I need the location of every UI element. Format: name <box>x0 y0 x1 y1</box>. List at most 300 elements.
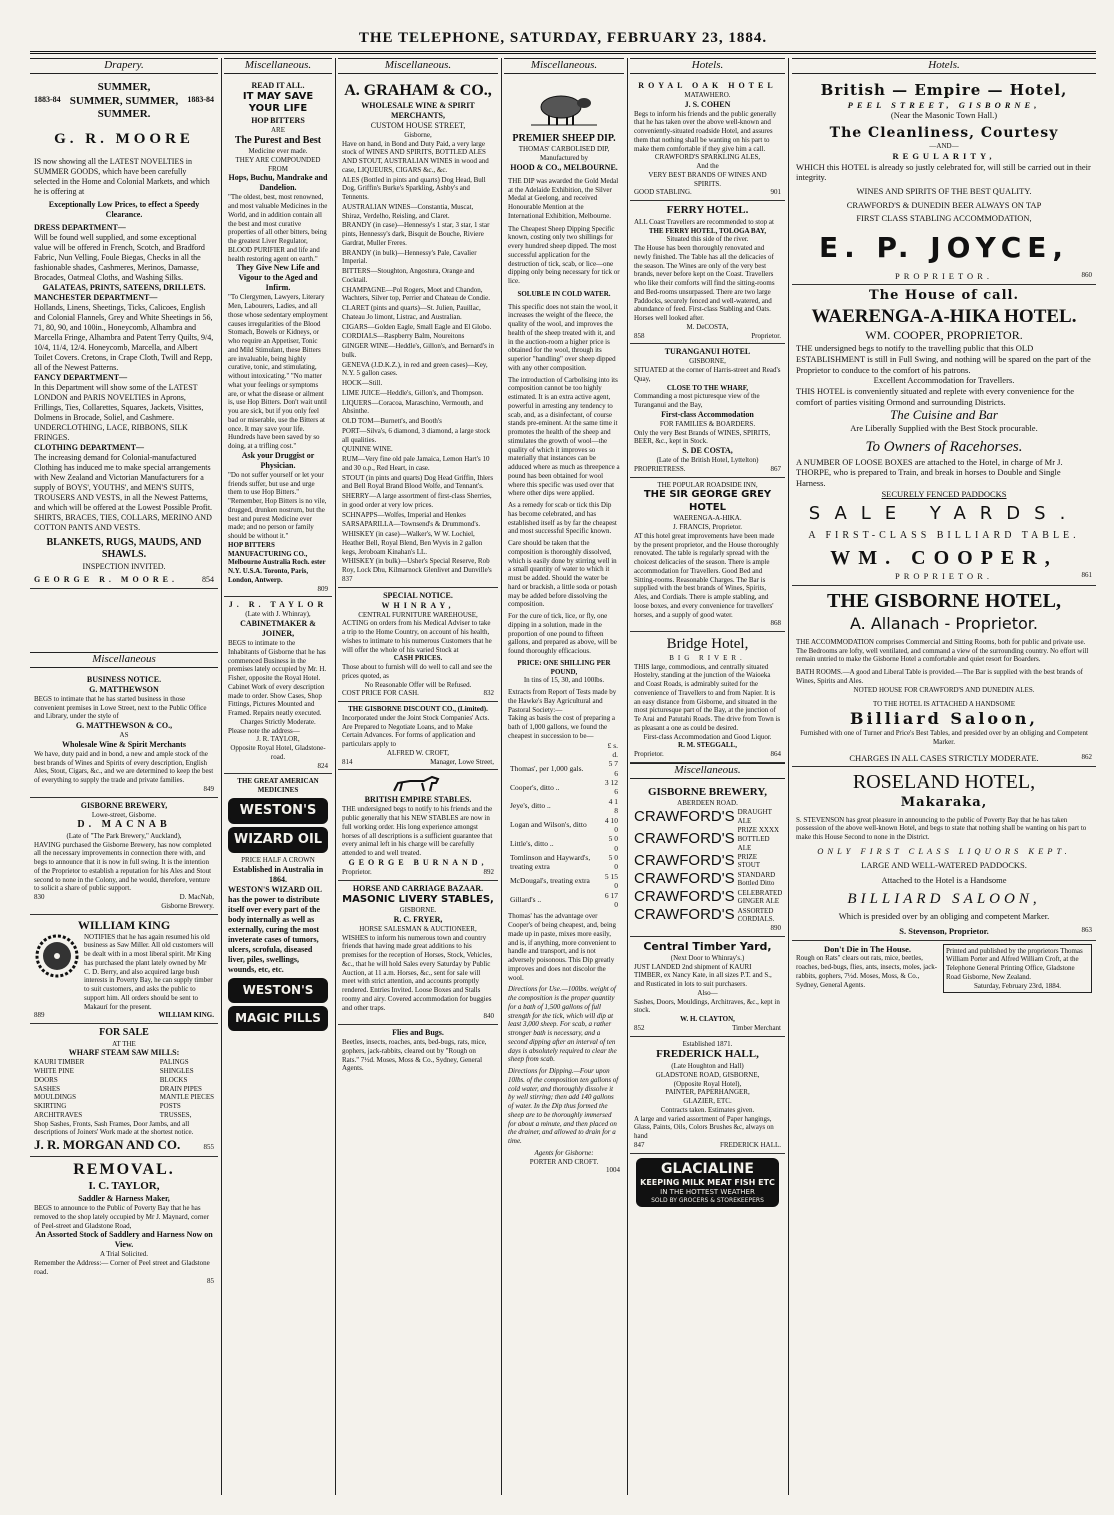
agr-item: SCHNAPPS—Wolfes, Imperial and Henkes <box>342 510 466 519</box>
column-rule <box>335 58 336 1495</box>
beh-addr: PEEL STREET, GISBORNE, <box>847 99 1041 110</box>
cty-role: Timber Merchant <box>732 1023 781 1032</box>
glacialine-ad <box>636 1158 779 1208</box>
fs-mill: WHARF STEAM SAW MILLS: <box>68 1048 180 1058</box>
dont-text: Rough on Rats" clears out rats, mice, beetles, roaches, bed-bugs, flies, ants, insects, moles, jack-rabbits, gophers, 7½d. Moses, Moss, & Co., Sydney, General Agents. <box>796 954 938 989</box>
gh-noted: NOTED HOUSE FOR CRAWFORD'S AND DUNEDIN ALES. <box>853 685 1035 694</box>
table-row <box>508 778 620 797</box>
hcb-name: HORSE AND CARRIAGE BAZAAR. <box>352 883 484 893</box>
fs-lists <box>34 1058 214 1119</box>
fr-opp: (Opposite Royal Hotel), <box>673 1079 742 1088</box>
waerenga-ad <box>792 285 1096 586</box>
fr-contracts: Contracts taken. Estimates given. <box>660 1105 755 1114</box>
bes-row <box>342 868 494 877</box>
crawford-brand: CRAWFORD'S <box>634 888 735 906</box>
jrt-name: J. R. TAYLOR <box>228 600 328 610</box>
ad-number: 855 <box>203 1143 214 1151</box>
hb-read: READ IT ALL. <box>251 80 305 90</box>
flies-text: Beetles, insects, roaches, ants, bed-bugs, rats, mice, gophers, jack-rabbits, cleared out by "Rough on Rats." 7½d. Moses, Moss & Co., Sydney, General Agents. <box>342 1038 487 1073</box>
gisborne-hotel-ad <box>792 586 1096 767</box>
sale-item: POSTS <box>159 1102 181 1110</box>
column-rule <box>501 58 502 1495</box>
th-town: GISBORNE, <box>689 357 726 366</box>
roh-and: And the <box>696 162 719 170</box>
roh-row <box>634 188 781 197</box>
cuisine2: Are Liberally Supplied with the Best Stock procurable. <box>850 423 1038 434</box>
ad-number: 854 <box>202 574 214 584</box>
column-misc-4 <box>504 58 624 1495</box>
agr-name: A. GRAHAM & CO., <box>344 81 492 99</box>
timber-yard-ad <box>630 937 785 1037</box>
sale-item: SKIRTING <box>34 1102 67 1110</box>
fh-row <box>634 332 781 341</box>
sheep-icon <box>529 87 599 127</box>
ferry-ad <box>630 201 785 344</box>
bes-sign: GEORGE BURNAND, <box>348 857 488 867</box>
moore-sign-row <box>34 575 214 585</box>
rh-name: ROSELAND HOTEL, <box>852 771 1036 794</box>
gh-text: THE ACCOMMODATION comprises Commercial and Sitting Rooms, both for public and private use. The Bedrooms are lofty, well ventilated, and command a view of the surrounding country. No effort will remain untried to make the Gisborne Hotel a comfortable and quiet resort for Boarders. <box>796 637 1089 664</box>
sale-item: MANTLE PIECES <box>159 1093 214 1102</box>
gb-row <box>34 893 214 902</box>
cty-name: Central Timber Yard, <box>643 940 772 953</box>
wah-name: WAERENGA-A-HIKA HOTEL. <box>811 305 1077 327</box>
gdc-role: Manager, Lowe Street, <box>430 757 494 766</box>
fr-trade2: GLAZIER, ETC. <box>683 1097 732 1105</box>
cty-text2: Sashes, Doors, Mouldings, Architraves, &c., kept in stock. <box>634 997 780 1015</box>
gl-sold: SOLD BY GROCERS & STOREKEEPERS <box>651 1196 764 1204</box>
sgg-owner: J. FRANCIS, Proprietor. <box>672 523 743 531</box>
fh-name: FERRY HOTEL. <box>666 204 749 216</box>
agr-item: SARSAPARILLA—Townsend's & Drummond's. <box>342 520 481 529</box>
rh-att: Attached to the Hotel is a Handsome <box>881 875 1007 885</box>
section-header: Hotels. <box>792 58 1096 74</box>
agr-item: CHAMPAGNE—Pol Rogers, Moet and Chandon, Wachters, Silver top, Perrier and Chateau de Condie. <box>342 285 490 303</box>
th-sign: S. DE COSTA, <box>682 446 733 455</box>
crawford-product: DRAUGHT ALE <box>737 808 772 825</box>
beh-near: (Near the Masonic Town Hall.) <box>890 110 998 121</box>
cost-label: Cooper's, ditto .. <box>510 782 560 792</box>
crawford-product: STANDARD Bottled Ditto <box>737 870 776 888</box>
crawford-brand: CRAWFORD'S <box>634 852 735 870</box>
gb-sub: Lowe-street, Gisborne. <box>91 810 157 819</box>
ad-number: 901 <box>770 188 781 197</box>
table-row <box>508 853 620 872</box>
fr-trade: PAINTER, PAPERHANGER, <box>665 1088 750 1097</box>
jrt-sign: J. R. TAYLOR, <box>256 735 300 744</box>
fh-text: ALL Coast Travellers are recommended to stop at <box>634 217 774 226</box>
cost-value: 3 12 6 <box>604 778 618 797</box>
hb-ingred: Hops, Buchu, Mandrake and Dandelion. <box>228 173 328 193</box>
hb-are: ARE <box>271 125 285 134</box>
ad-number: 892 <box>483 867 494 876</box>
joyce-prop: PROPRIETOR. <box>895 270 993 281</box>
ad-number: 858 <box>634 331 645 340</box>
imprint <box>943 944 1092 994</box>
fh-place: THE FERRY HOTEL, TOLOGA BAY, <box>648 226 767 235</box>
cty-sign: W. H. CLAYTON, <box>680 1015 735 1023</box>
roh-name: ROYAL OAK HOTEL <box>638 80 777 90</box>
inspection-line: INSPECTION INVITED. <box>82 561 166 571</box>
gh-bath: BATH ROOMS.—A good and Liberal Table is provided.—The Bar is supplied with the best brands of Wines, Spirits and Ales. <box>796 668 1083 685</box>
hb-mfg: HOP BITTERS MANUFACTURING CO., Melbourne Australia Roch. ester N.Y. U.S.A. Toronto, Paris, London, Antwerp. <box>228 540 326 584</box>
jrt-late: (Late with J. Whinray), <box>245 610 311 619</box>
dip-hood: HOOD & CO., MELBOURNE. <box>510 162 618 172</box>
cty-row <box>634 1024 781 1033</box>
agr-trade: WHOLESALE WINE & SPIRIT MERCHANTS, <box>361 100 475 120</box>
sheep-dip-ad <box>504 78 624 1178</box>
crawford-product: PRIZE STOUT <box>737 852 761 870</box>
roh-town: MATAWHERO. <box>684 90 731 99</box>
wz-pills1: WESTON'S <box>228 978 328 1003</box>
fr-addr: GLADSTONE ROAD, GISBORNE, <box>655 1070 760 1079</box>
column-misc-2 <box>224 58 332 1495</box>
cost-label: Tomlinson and Hayward's, treating extra <box>510 853 591 872</box>
gh-row <box>796 753 1092 764</box>
cost-header-row <box>508 741 620 760</box>
ad-number: 809 <box>317 584 328 593</box>
agr-items <box>342 176 494 584</box>
wh-text: ACTING on orders from his Medical Adviser to take a trip to the Home Country, on account of his health, wishes to intimate to his numerous Customers that he will offer the whole of his varied Stock at <box>342 619 492 654</box>
bh-town: BIG RIVER. <box>669 653 746 662</box>
fs-right <box>160 1058 214 1119</box>
agr-item: GINGER WINE—Heddle's, Gillon's, and Bernard's in bulk. <box>342 342 494 359</box>
fh-role: Proprietor. <box>751 331 781 340</box>
dip-pc: PORTER AND CROFT. <box>529 1157 599 1166</box>
section-header: Miscellaneous. <box>338 58 498 74</box>
ict-stock: An Assorted Stock of Saddlery and Harness Now on View. <box>35 1230 213 1250</box>
bh-sign: R. M. STEGGALL, <box>678 741 737 750</box>
intro-emphasis: Exceptionally Low Prices, to effect a Speedy Clearance. <box>48 199 200 219</box>
gb-late: (Late of "The Park Brewery," Auckland), <box>66 831 182 840</box>
cuisine: The Cuisine and Bar <box>890 407 998 423</box>
gbrew-name: GISBORNE BREWERY, <box>647 785 768 798</box>
ad-number: 864 <box>770 750 781 758</box>
hb-save: IT MAY SAVE YOUR LIFE <box>242 90 314 115</box>
fs-left <box>34 1058 84 1119</box>
mls-town: GISBORNE. <box>399 906 437 914</box>
fr-est: Established 1871. <box>682 1039 733 1048</box>
wz-pills2: MAGIC PILLS <box>228 1006 328 1031</box>
agr-item: STOUT (in pints and quarts) Dog Head Griffin, Ihlers and Bell Royal Brand Blood Wolfe, and Tennant's. <box>342 473 494 491</box>
fr-row <box>634 1141 781 1150</box>
section-header: Miscellaneous. <box>630 763 785 779</box>
wk-text: NOTIFIES that he has again resumed his old business as Saw Miller. All old customers will be dealt with in a most liberal spirit. Mr King has purchased the plant lately owned by Mr C. D. Berry, and also acquired large bush interests in Poverty Bay, he can supply timber to suit customers, and asks the public to support him. All orders should be sent to Makaurí for the present. <box>84 932 214 1011</box>
cost-value: 4 10 0 <box>604 815 618 834</box>
dip-soluble: SOLUBLE IN COLD WATER. <box>517 289 611 298</box>
ict-trade: Saddler & Harness Maker, <box>78 1194 170 1203</box>
gl-keeping: KEEPING MILK MEAT FISH ETC <box>640 1178 775 1187</box>
dept-heading: DRESS DEPARTMENT— <box>34 222 126 232</box>
cost-header-blank <box>508 741 602 760</box>
bh-acc: First-class Accommodation and Good Liquor. <box>643 732 772 741</box>
ad-number: 85 <box>207 1276 214 1285</box>
dept-text: Hollands, Linens, Sheetings, Ticks, Calicoes, English and Colonial Flannels, Grey and White Sheetings in 56, 71, 80, 90, and 100in., Honeycomb, Alhambra and Marcella Fringe, Alhambra and Patent Terry Quilts, 9/4, 10/4, 11/4, 12/4. Honeycomb, Marcella, and Albert Toilet Covers. Cretons, in Crape Cloth, Twill and Repp, all of the Newest Patterns. <box>34 302 214 372</box>
roh-brands: VERY BEST BRANDS OF WINES AND SPIRITS. <box>648 170 767 188</box>
hb-text: "The oldest, best, most renowned, and most valuable Medicines in the World, and in addition contain all the best and most curative properties of all other bitters, being the greatest Liver Regulator, BLOOD PURIFIER and life and health restoring agent on earth." <box>228 193 328 263</box>
wah-text2: THIS HOTEL is conveniently situated and replete with every convenience for the comfort of parties visiting Ormond and surrounding Districts. <box>796 385 1074 407</box>
gb-sign: D. MacNab, <box>179 893 214 901</box>
ad-number: 849 <box>203 784 214 793</box>
dept-heading: CLOTHING DEPARTMENT— <box>34 442 145 452</box>
wz-price: PRICE HALF A CROWN <box>241 856 315 865</box>
column-hotels-6 <box>792 58 1096 1495</box>
masthead: THE TELEPHONE, SATURDAY, FEBRUARY 23, 1884. <box>30 30 1096 54</box>
sale-yards: SALE YARDS. <box>808 503 1080 525</box>
gb-title: GISBORNE BREWERY, <box>80 800 168 810</box>
agr-item: HOCK—Still. <box>342 379 383 387</box>
crawfords-list <box>634 808 781 924</box>
jrm-row <box>34 1137 214 1153</box>
british-empire-ad <box>792 78 1096 286</box>
cost-label: Little's, ditto .. <box>510 838 554 848</box>
bn-title: BUSINESS NOTICE. <box>86 674 162 684</box>
agr-street: CUSTOM HOUSE STREET, <box>370 120 466 130</box>
imprint-date: Saturday, February 23rd, 1884. <box>973 981 1062 990</box>
bh-row <box>634 750 781 759</box>
bn-text: BEGS to intimate that he has started business in those convenient premises in Lowe Street, next to the Public Office and Library, under the style of <box>34 694 207 721</box>
agr-item: CIGARS—Golden Eagle, Small Eagle and El Globo. <box>342 322 492 331</box>
gh-name: THE GISBORNE HOTEL, <box>827 589 1061 612</box>
table-row <box>508 759 620 778</box>
section-header: Miscellaneous. <box>224 58 332 74</box>
th-acc2: FOR FAMILIES & BOARDERS. <box>659 419 756 428</box>
gh-attached: TO THE HOTEL IS ATTACHED A HANDSOME <box>872 700 1016 709</box>
wah-excellent: Excellent Accommodation for Travellers. <box>873 375 1015 386</box>
frederick-hall-ad <box>630 1037 785 1154</box>
sawblade-icon <box>34 933 80 979</box>
dip-extract: Extracts from Report of Tests made by the Hawke's Bay Agricultural and Pastoral Society:— <box>508 688 617 714</box>
dont-die-ad <box>796 944 939 994</box>
agr-item: BITTERS—Stoughton, Angostura, Orange and Cocktail. <box>342 267 475 284</box>
wh-notice: SPECIAL NOTICE. <box>383 590 453 600</box>
agr-item: WHISKEY (in bulk)—Usher's Special Reserve, Rob Roy, Lock Dhu, Kilmarnock Glenlivet and Dunville's 837 <box>342 557 492 583</box>
moore-signature: GEORGE R. MOORE. <box>34 574 179 584</box>
intro-text: IS now showing all the LATEST NOVELTIES in SUMMER GOODS, which have been carefully selected in the Home and Colonial Markets, and which he is offering at <box>34 156 210 196</box>
ad-number: 861 <box>1081 571 1092 580</box>
wh-text2: Those about to furnish will do well to call and see the prices quoted, as <box>342 663 493 680</box>
roseland-ad <box>792 767 1096 940</box>
jrt-text: BEGS to intimate to the Inhabitants of Gisborne that he has commenced Business in the premises lately occupied by Mr. H. Fisher, opposite the Royal Hotel. Cabinet Work of every description made to order. Show Cases, Shop Fittings, Pictures Mounted and Framed. Repairs neatly executed. <box>228 639 327 717</box>
dip-dir: Directions for Use.—100lbs. weight of the composition is the proper quantity for a bath of 1,500 gallons of full strength for the tick, which will dip at least 3,000 sheep. For scab, a rather stronger bath is necessary, and a second dipping after an interval of ten days is absolutely required to clear the sheep from scab. <box>508 985 617 1064</box>
wz-oil: WIZARD OIL <box>228 827 328 853</box>
gdc-text: Incorporated under the Joint Stock Companies' Acts. <box>342 713 490 722</box>
summer-line2: SUMMER, SUMMER, <box>69 94 179 107</box>
fr-late: (Late Houghton and Hall) <box>671 1062 744 1070</box>
fr-name: FREDERICK HALL, <box>656 1048 759 1061</box>
bh-name: Bridge Hotel, <box>666 636 749 652</box>
roh-ales: CRAWFORD'S SPARKLING ALES, <box>654 153 761 162</box>
fs-at: AT THE <box>112 1039 136 1048</box>
gh-owner: A. Allanach - Proprietor. <box>850 613 1038 633</box>
dept-text: In this Department will show some of the LATEST LONDON and PARIS NOVELTIES in Aprons, Frillings, Ties, Collarettes, Squares, Jackets, Visittes, Dolmens in Brocade, Soliel, and Cashmere. UNDERCLOTHING, LACE, RIBBONS, SILK FRINGES. <box>34 382 204 442</box>
gl-weather: IN THE HOTTEST WEATHER <box>660 1188 755 1196</box>
sale-item: MOULDINGS <box>34 1093 76 1102</box>
agr-item: SHERRY—A large assortment of first-class Sherries, in good order at very low prices. <box>342 492 492 509</box>
ict-name: I. C. TAYLOR, <box>88 1180 160 1193</box>
rh-sign: S. Stevenson, Proprietor. <box>899 926 989 936</box>
wh-row <box>342 689 494 698</box>
column-hotels-5 <box>630 58 785 1495</box>
cty-also: Also— <box>697 988 718 997</box>
agr-item: PORT—Silva's, 6 diamond, 3 diamond, a large stock all qualities. <box>342 426 491 444</box>
fh-text2: The House has been thoroughly renovated and newly finished. The Table has all the delicacies of the season. The Wines are only of the very best brands, never before kept on the Coast. Travellers who like their comforts will find the sitting-rooms and Bed-rooms unsurpassed. There are two large Paddocks, securely fenced and well-watered, and abundance of feed. First-class Stabling and Oats. Horses well looked after. <box>634 244 775 322</box>
th-late: (Late of the British Hotel, Lyttelton) <box>656 456 759 464</box>
discount-ad <box>338 702 498 770</box>
fr-sign: FREDERICK HALL. <box>719 1140 781 1149</box>
wmc-row <box>796 571 1092 582</box>
footer-row <box>792 941 1096 997</box>
and-line: —AND— <box>929 142 959 151</box>
gdc-text2: Are Prepared to Negotiate Loans, and to Make Certain Advances. For forms of application and particulars apply to <box>342 722 476 748</box>
mls-name: MASONIC LIVERY STABLES, <box>342 893 494 905</box>
ad-number: 847 <box>634 1140 645 1149</box>
paddocks: SECURELY FENCED PADDOCKS <box>881 488 1007 499</box>
wah-owner: WM. COOPER, PROPRIETOR. <box>865 328 1023 343</box>
roh-owner: J. S. COHEN <box>684 99 731 109</box>
flies-title: Flies and Bugs. <box>392 1028 444 1037</box>
fs-title: FOR SALE <box>99 1027 149 1038</box>
bridge-hotel-ad <box>630 632 785 763</box>
th-row <box>634 465 781 474</box>
jrt-trade: CABINETMAKER & JOINER, <box>240 619 316 638</box>
beh-wines: WINES AND SPIRITS OF THE BEST QUALITY. <box>856 185 1032 196</box>
dip-award: THE DIP was awarded the Gold Medal at the Adelaide Exhibition, the Silver Medal at Geelong, and received Honourable Mention at the International Exhibition, Melbourne. <box>508 176 619 220</box>
table-row <box>508 872 620 891</box>
rh-row <box>796 926 1092 937</box>
ad-number: 852 <box>634 1023 645 1032</box>
ad-number: 867 <box>770 464 781 473</box>
column-misc-1b <box>30 652 218 1495</box>
dont-title: Don't Die in The House. <box>824 943 911 954</box>
beh-stabling: FIRST CLASS STABLING ACCOMMODATION, <box>856 213 1032 224</box>
ad-number: 868 <box>770 619 781 628</box>
crawford-brand: CRAWFORD'S <box>634 830 735 848</box>
crawford-row <box>634 906 781 924</box>
sale-item: KAURI TIMBER <box>34 1058 85 1067</box>
wmc-name: WM. COOPER, <box>830 547 1058 570</box>
jrt-addr: Opposite Royal Hotel, Gladstone-road. <box>230 744 326 761</box>
hb-text3: "Do not suffer yourself or let your friends suffer, but use and urge them to use Hop Bitters." "Remember, Hop Bitters is no vile, drugged, drunken nostrum, but the best and purest Medicine ever made; and no person or family should be without it." <box>228 470 327 540</box>
mls-text: WISHES to inform his numerous town and country friends that having made great additions to his premises for the reception of Horses, Stock, Vehicles, &c., that he will hold Sales every Saturday by Public Auction, at 11 a.m. Horses, &c., sent for sale will meet with strict attention, and accounts promptly rendered. Entries Invited. Loose Boxes and Stalls roomy and airy. Covered accommodation for buggies and other traps. <box>342 933 492 1012</box>
dip-carbol: The introduction of Carbolising into its composition cannot be too highly estimated. It is an extra active agent, powerful in arresting any tendency to scab, and, as a disinfectant, of course stands pre-eminent. At the same time it promotes the health of the sheep and stimulates the growth of wool—the quality of which it improves so materially that instances can be adduced where as much as threepence a pound has been obtained for wool where this specific was used over that where other dips were applied. <box>508 375 620 498</box>
section-header: Miscellaneous. <box>504 58 624 74</box>
turanganui-ad <box>630 344 785 477</box>
sale-item: ARCHITRAVES <box>34 1110 83 1119</box>
roh-stab: GOOD STABLING. <box>634 188 692 197</box>
hoc-line: The House of call. <box>869 288 1019 304</box>
fryer-ad <box>338 881 498 1026</box>
column-rule <box>627 58 628 1495</box>
gh-furn: Furnished with one of Turner and Price's Best Tables, and presided over by an obliging and Competent Marker. <box>800 729 1088 746</box>
dip-dir2: Directions for Dipping.—Four upon 10lbs. of the composition ten gallons of cold water, and thoroughly dissolve it by well stirring; then add 140 gallons of water. In the Dip thus formed the sheep are to be thoroughly immersed for about a minute, and then placed on the drainer, and allowed to drain for a time. <box>508 1067 619 1145</box>
agr-item: OLD TOM—Burnett's, and Booth's <box>342 417 442 425</box>
wz-est: Established in Australia in 1864. <box>232 865 324 884</box>
removal-title: REMOVAL. <box>73 1161 175 1179</box>
beh-text: WHICH this HOTEL is already so justly celebrated for, will still be carried out in their integrity. <box>796 161 1091 183</box>
wmc-prop: PROPRIETOR. <box>895 571 993 582</box>
dip-title: PREMIER SHEEP DIP. <box>512 132 616 144</box>
fh-sign: M. DeCOSTA, <box>686 322 729 331</box>
sale-item: BLOCKS <box>159 1075 188 1084</box>
rh-bs: BILLIARD SALOON, <box>847 890 1041 907</box>
crawford-row <box>634 826 781 852</box>
cost-value: 5 0 0 <box>608 853 618 872</box>
gdc-sign: ALFRED W. CROFT, <box>386 748 450 757</box>
agr-item: BRANDY (in bulk)—Hennessy's Pale, Cavalier Imperial. <box>342 248 477 266</box>
table-row <box>508 797 620 816</box>
agr-town: Gisborne, <box>404 130 432 139</box>
cost-label: Thomas', per 1,000 gals. <box>510 763 584 773</box>
wk-title: WILLIAM KING <box>77 917 171 932</box>
ict-text: BEGS to announce to the Public of Poverty Bay that he has removed to the shop lately occupied by Mr J. Maynard, corner of Peel-street and Gladstone Road, <box>34 1204 209 1230</box>
rh-padd: LARGE AND WELL-WATERED PADDOCKS. <box>861 860 1027 871</box>
section-header: Miscellaneous <box>30 652 218 668</box>
sale-item: SASHES <box>34 1084 61 1093</box>
agr-item: AUSTRALIAN WINES—Constantia, Muscat, Shiraz, Verdelho, Reisling, and Claret. <box>342 202 474 220</box>
agr-item: CLARET (pints and quarts)—St. Julien, Pauillac, Chateau Jo limont, Listrac, and Australian. <box>342 304 481 321</box>
table-row <box>508 834 620 853</box>
agr-item: CORDIALS—Raspberry Balm, Noureitons <box>342 332 465 341</box>
wizard-oil-ad <box>224 774 332 1037</box>
bn-name: G. MATTHEWSON <box>89 684 159 694</box>
dip-extract2: Taking as basis the cost of preparing a bath of 1,000 gallons, we found the cheapest in succession to be— <box>508 714 616 740</box>
hb-medicine: Medicine ever made. <box>248 147 308 155</box>
fh-sit: Situated this side of the river. <box>666 235 749 244</box>
crawford-brand: CRAWFORD'S <box>634 808 735 825</box>
sale-item: DRAIN PIPES <box>159 1084 202 1093</box>
ad-number: 862 <box>1081 752 1092 761</box>
wk-body <box>34 933 214 1012</box>
agr-item: LIME JUICE—Heddle's, Gillon's, and Thompson. <box>342 388 484 397</box>
ad-number: 860 <box>1081 270 1092 279</box>
table-row <box>508 816 620 835</box>
bn-as: AS <box>119 731 129 739</box>
th-acc: First-class Accommodation <box>661 409 754 419</box>
bn-trade: Wholesale Wine & Spirit Merchants <box>62 739 186 749</box>
joyce-row <box>796 271 1092 282</box>
gdc-row <box>342 758 494 767</box>
flies-ad <box>338 1025 498 1076</box>
dip-care: Care should be taken that the composition is thoroughly dissolved, which is easily done by stirring well in a small quantity of water to which it must be added. Should the water be hard or brackish, a little soda or potash may be added before dissolving the composition. <box>508 539 617 609</box>
ict-trial: A Trial Solicited. <box>99 1250 149 1259</box>
sale-item: WHITE PINE <box>34 1067 74 1075</box>
ad-number: 824 <box>317 761 328 770</box>
cost-value: 6 17 0 <box>604 890 618 909</box>
dip-cure: For the cure of tick, lice, or fly, one dipping in a solution, made in the proportion of one pound to fifteen gallons, and prepared as above, will be found thoroughly efficacious. <box>508 612 617 655</box>
bes-text: THE undersigned begs to notify to his friends and the public generally that his NEW STABLES are now in full working order. His long experience amongst horses of all descriptions is a sufficient guarantee that every animal left in his charge will be carefully attended to and well treated. <box>342 805 493 857</box>
agr-item: BRANDY (in case)—Hennessy's 1 star, 3 star, 1 star pints, Hennessy's dark, Bisquit de Bouche, Riviere Gardrat, Muller Freres. <box>342 221 490 247</box>
ad-number: 863 <box>1081 926 1092 934</box>
cost-table <box>508 741 620 910</box>
th-prop: PROPRIETRESS. <box>634 464 686 473</box>
whinray-ad <box>338 588 498 703</box>
dip-tins: In tins of 15, 30, and 100lbs. <box>523 676 605 685</box>
ad-number: 840 <box>483 1012 494 1021</box>
crawford-brand: CRAWFORD'S <box>634 906 735 924</box>
wh-refused: No Reasonable Offer will be Refused. <box>364 680 472 689</box>
agr-item: LIQUERS—Coracoa, Maraschino, Vermouth, and Absinthe. <box>342 398 484 416</box>
hb-newlife: They Give New Life and Vigour to the Aged and Infirm. <box>236 263 320 293</box>
gl-title: GLACIALINE <box>661 1160 754 1177</box>
cost-label: Gillard's .. <box>510 895 542 905</box>
removal-ad <box>30 1157 218 1288</box>
agr-item: WHISKEY (in case)—Walker's, W W. Lochiel, Heather Bell, Royal Blend, Ben Wyvis in 2 gallon kegs, Jeroboam Kinahan's LL. <box>342 530 483 556</box>
beh-name: British — Empire — Hotel, <box>820 80 1068 99</box>
section-header: Hotels. <box>630 58 785 74</box>
reg-line: REGULARITY, <box>892 151 996 161</box>
imprint-text: Printed and published by the proprietors Thomas William Porter and Alfred William Croft, at the Telephone General Printing Office, Gladstone Road Gisborne, New Zealand. <box>946 946 1083 981</box>
